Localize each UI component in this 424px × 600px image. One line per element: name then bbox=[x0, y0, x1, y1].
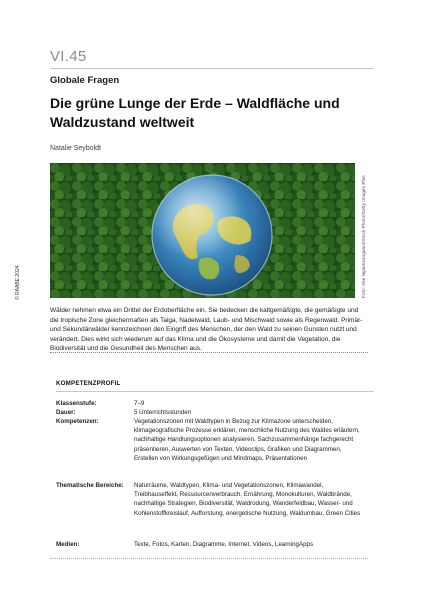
profile-value: Naturräume, Waldtypen, Klima- und Vegetationszonen, Klimawandel, Treibhauseffekt, Ressourcenverbrauch, Ernährung, Monokulturen, Waldbrände, nachhaltige Strategien, Biodiversität, Waldrodung, Wanderfeldbau, Wasser- und Kohlenstoffkreislauf, Aufforstung, energetische Nutzung, Waldumbau, Green Cities bbox=[134, 482, 361, 517]
profile-heading: KOMPETENZPROFIL bbox=[56, 380, 121, 387]
profile-value: Vegetationszonen mit Waldtypen in Bezug zur Klimazone unterscheiden, klimageografische Prozesse erklären, menschliche Nutzung des Waldes erläutern, nachhaltige Handlungsoptionen analysieren, Sachzusammenhänge fachgerecht präsentieren, Auswerten von Texten, Videoclips, Grafiken und Diagrammen, Erstellen von Wirkungsgefügen und Mindmaps, Präsentationen bbox=[134, 418, 360, 462]
profile-label: Kompetenzen: bbox=[56, 418, 99, 425]
profile-label: Klassenstufe: bbox=[56, 400, 97, 407]
forest-globe-illustration bbox=[50, 163, 355, 298]
competence-profile bbox=[56, 380, 374, 548]
intro-divider bbox=[50, 352, 368, 353]
profile-value: 5 Unterrichtsstunden bbox=[134, 409, 192, 416]
profile-label: Thematische Bereiche: bbox=[56, 482, 124, 489]
profile-label: Dauer: bbox=[56, 409, 76, 416]
unit-code: VI.45 bbox=[50, 48, 87, 65]
header-divider bbox=[50, 68, 374, 69]
profile-label: Medien: bbox=[56, 541, 80, 548]
profile-value: Texte, Fotos, Karten, Diagramme, Internet, Videos, LearningApps bbox=[134, 541, 314, 548]
photo-credit: Foto: Ake Ngiamsanguan/iStock Photo/Getty Images Plus bbox=[362, 175, 367, 298]
profile-bottom-divider bbox=[50, 558, 368, 559]
intro-text: Wälder nehmen etwa ein Drittel der Erdoberfläche ein. Sie bedecken die kaltgemäßigte, die gemäßigte und die tropische Zone gleichermaßen als Taiga, Nadelwald, Laub- und Mischwald sowie als Regenwald. Primär- und Sekundärwälder kennzeichnen den Eingriff des Menschen, der den Wald zu seinen Gunsten nutzt und verändert. Dies wirkt sich wiederum auf das Klima und die Ökosysteme und damit die Vegetation, die Biodiversität und die Gesundheit des Menschen aus. bbox=[50, 307, 363, 353]
author-name: Natalie Seyboldt bbox=[50, 145, 101, 152]
profile-value: 7–9 bbox=[134, 400, 145, 407]
profile-divider bbox=[56, 391, 374, 392]
section-label: Globale Fragen bbox=[50, 75, 120, 86]
forest-globe-photo bbox=[50, 163, 355, 298]
copyright-notice: © RAABE 2024 bbox=[15, 265, 21, 300]
page-title: Die grüne Lunge der Erde – Waldfläche und Waldzustand weltweit bbox=[50, 95, 340, 130]
